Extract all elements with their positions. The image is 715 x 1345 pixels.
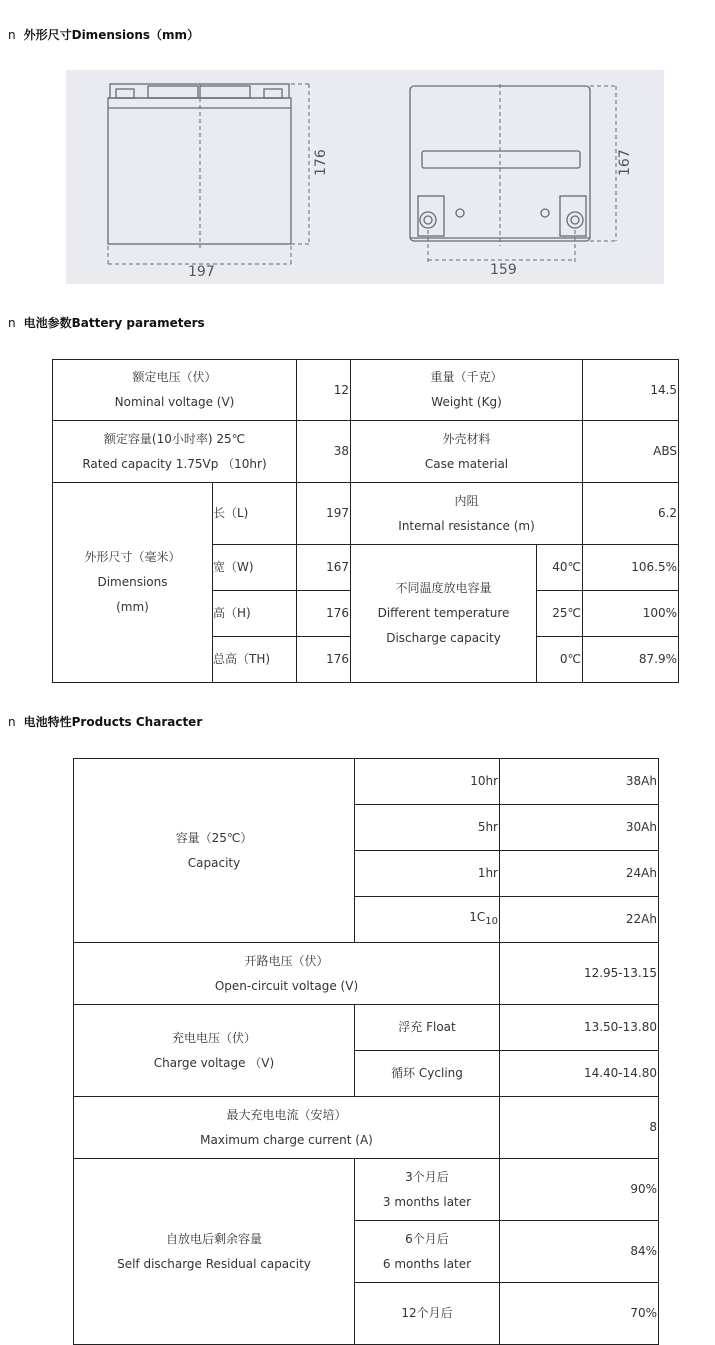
self-discharge-period: [355, 1221, 500, 1283]
label-en: Charge voltage （V): [153, 1055, 275, 1070]
period-cn: 3个月后: [405, 1169, 449, 1184]
capacity-value: 38Ah: [500, 759, 659, 805]
table-row: [74, 1097, 659, 1159]
label-en: Open-circuit voltage (V): [214, 978, 359, 993]
open-circuit-voltage-value: 12.95-13.15: [500, 943, 659, 1005]
dim-height-label: 高（H): [213, 591, 297, 637]
case-material-value: ABS: [583, 421, 679, 483]
capacity-label: [74, 759, 355, 943]
section-title-dimensions: [8, 26, 199, 43]
float-value: 13.50-13.80: [500, 1005, 659, 1051]
battery-parameters-table: [52, 359, 679, 683]
self-discharge-value: 84%: [500, 1221, 659, 1283]
rate-main: 1C: [469, 910, 486, 924]
label-cn: 不同温度放电容量: [395, 581, 492, 595]
period-cn: 6个月后: [405, 1231, 449, 1246]
table-row: [74, 759, 659, 805]
width-label: 197: [188, 264, 215, 280]
label-unit: (mm): [116, 600, 149, 614]
rated-capacity-label: [53, 421, 297, 483]
capacity-value: 30Ah: [500, 805, 659, 851]
section-title-character: [8, 713, 202, 730]
label-en: Maximum charge current (A): [200, 1132, 373, 1147]
label-cn: 容量（25℃）: [175, 830, 253, 845]
section-title-params: [8, 314, 205, 331]
self-discharge-value: 70%: [500, 1283, 659, 1345]
period-cn: 12个月后: [401, 1306, 453, 1320]
table-row: [74, 943, 659, 1005]
capacity-rate: [355, 897, 500, 943]
label-en: Dimensions: [97, 575, 168, 589]
period-en: 6 months later: [382, 1256, 472, 1271]
nominal-voltage-value: 12: [297, 360, 351, 421]
max-charge-current-value: 8: [500, 1097, 659, 1159]
max-charge-current-label: [74, 1097, 500, 1159]
capacity-rate: 5hr: [355, 805, 500, 851]
depth-label: 159: [490, 262, 517, 278]
label-cn: 开路电压（伏）: [244, 953, 329, 968]
label-en: Self discharge Residual capacity: [117, 1256, 311, 1271]
label-en: Nominal voltage (V): [114, 395, 235, 409]
temp-value: 87.9%: [583, 637, 679, 683]
bullet: n: [8, 316, 16, 330]
dim-total-height-label: 总高（TH): [213, 637, 297, 683]
capacity-rate: 1hr: [355, 851, 500, 897]
label-cn: 最大充电电流（安培）: [226, 1107, 347, 1122]
capacity-value: 24Ah: [500, 851, 659, 897]
self-discharge-label: [74, 1159, 355, 1345]
dim-width-label: 宽（W): [213, 545, 297, 591]
height-label-right: 167: [617, 149, 633, 176]
case-material-label: [351, 421, 583, 483]
dimensions-label: [53, 483, 213, 683]
label-en: Discharge capacity: [386, 631, 501, 645]
label-cn: 自放电后剩余容量: [165, 1231, 262, 1246]
internal-resistance-label: [351, 483, 583, 545]
label-cn: 额定容量(10小时率) 25℃: [103, 431, 246, 446]
bullet: n: [8, 715, 16, 729]
table-row: [53, 421, 679, 483]
table-row: [74, 1005, 659, 1051]
open-circuit-voltage-label: [74, 943, 500, 1005]
temp-value: 106.5%: [583, 545, 679, 591]
rate-subscript: 10: [485, 916, 498, 927]
weight-value: 14.5: [583, 360, 679, 421]
label-en: Capacity: [187, 855, 241, 870]
self-discharge-period: [355, 1283, 500, 1345]
label-cn: 额定电压（伏）: [132, 370, 217, 384]
label-en: Different temperature: [377, 606, 510, 620]
table-row: [53, 360, 679, 421]
self-discharge-value: 90%: [500, 1159, 659, 1221]
temperature-capacity-label: [351, 545, 537, 683]
period-en: 3 months later: [382, 1194, 472, 1209]
rated-capacity-value: 38: [297, 421, 351, 483]
label-en: Rated capacity 1.75Vp （10hr): [82, 456, 267, 471]
label-cn: 外壳材料: [442, 431, 491, 446]
bullet: n: [8, 28, 16, 42]
internal-resistance-value: 6.2: [583, 483, 679, 545]
label-cn: 外形尺寸（毫米）: [84, 550, 181, 564]
section-title-text: 外形尺寸Dimensions（mm）: [23, 28, 200, 42]
weight-label: [351, 360, 583, 421]
label-cn: 充电电压（伏）: [171, 1030, 256, 1045]
section-title-text: 电池特性Products Character: [23, 715, 203, 729]
dim-height-value: 176: [297, 591, 351, 637]
temp-label: 0℃: [537, 637, 583, 683]
self-discharge-period: [355, 1159, 500, 1221]
capacity-value: 22Ah: [500, 897, 659, 943]
charge-voltage-label: [74, 1005, 355, 1097]
dim-width-value: 167: [297, 545, 351, 591]
cycling-value: 14.40-14.80: [500, 1051, 659, 1097]
label-en: Weight (Kg): [431, 395, 502, 409]
cycling-label: 循环 Cycling: [355, 1051, 500, 1097]
height-label-left: 176: [313, 149, 329, 176]
products-character-table: [73, 758, 659, 1345]
table-row: [53, 483, 679, 545]
label-cn: 重量（千克）: [430, 370, 503, 384]
dimension-drawing: [66, 70, 664, 284]
temp-label: 40℃: [537, 545, 583, 591]
float-label: 浮充 Float: [355, 1005, 500, 1051]
capacity-rate: 10hr: [355, 759, 500, 805]
section-title-text: 电池参数Battery parameters: [23, 316, 205, 330]
label-en: Internal resistance (m): [398, 518, 535, 533]
dim-total-height-value: 176: [297, 637, 351, 683]
dim-length-label: 长（L): [213, 483, 297, 545]
table-row: [74, 1159, 659, 1221]
dim-length-value: 197: [297, 483, 351, 545]
label-cn: 内阻: [454, 493, 479, 508]
temp-value: 100%: [583, 591, 679, 637]
nominal-voltage-label: [53, 360, 297, 421]
label-en: Case material: [424, 456, 509, 471]
temp-label: 25℃: [537, 591, 583, 637]
